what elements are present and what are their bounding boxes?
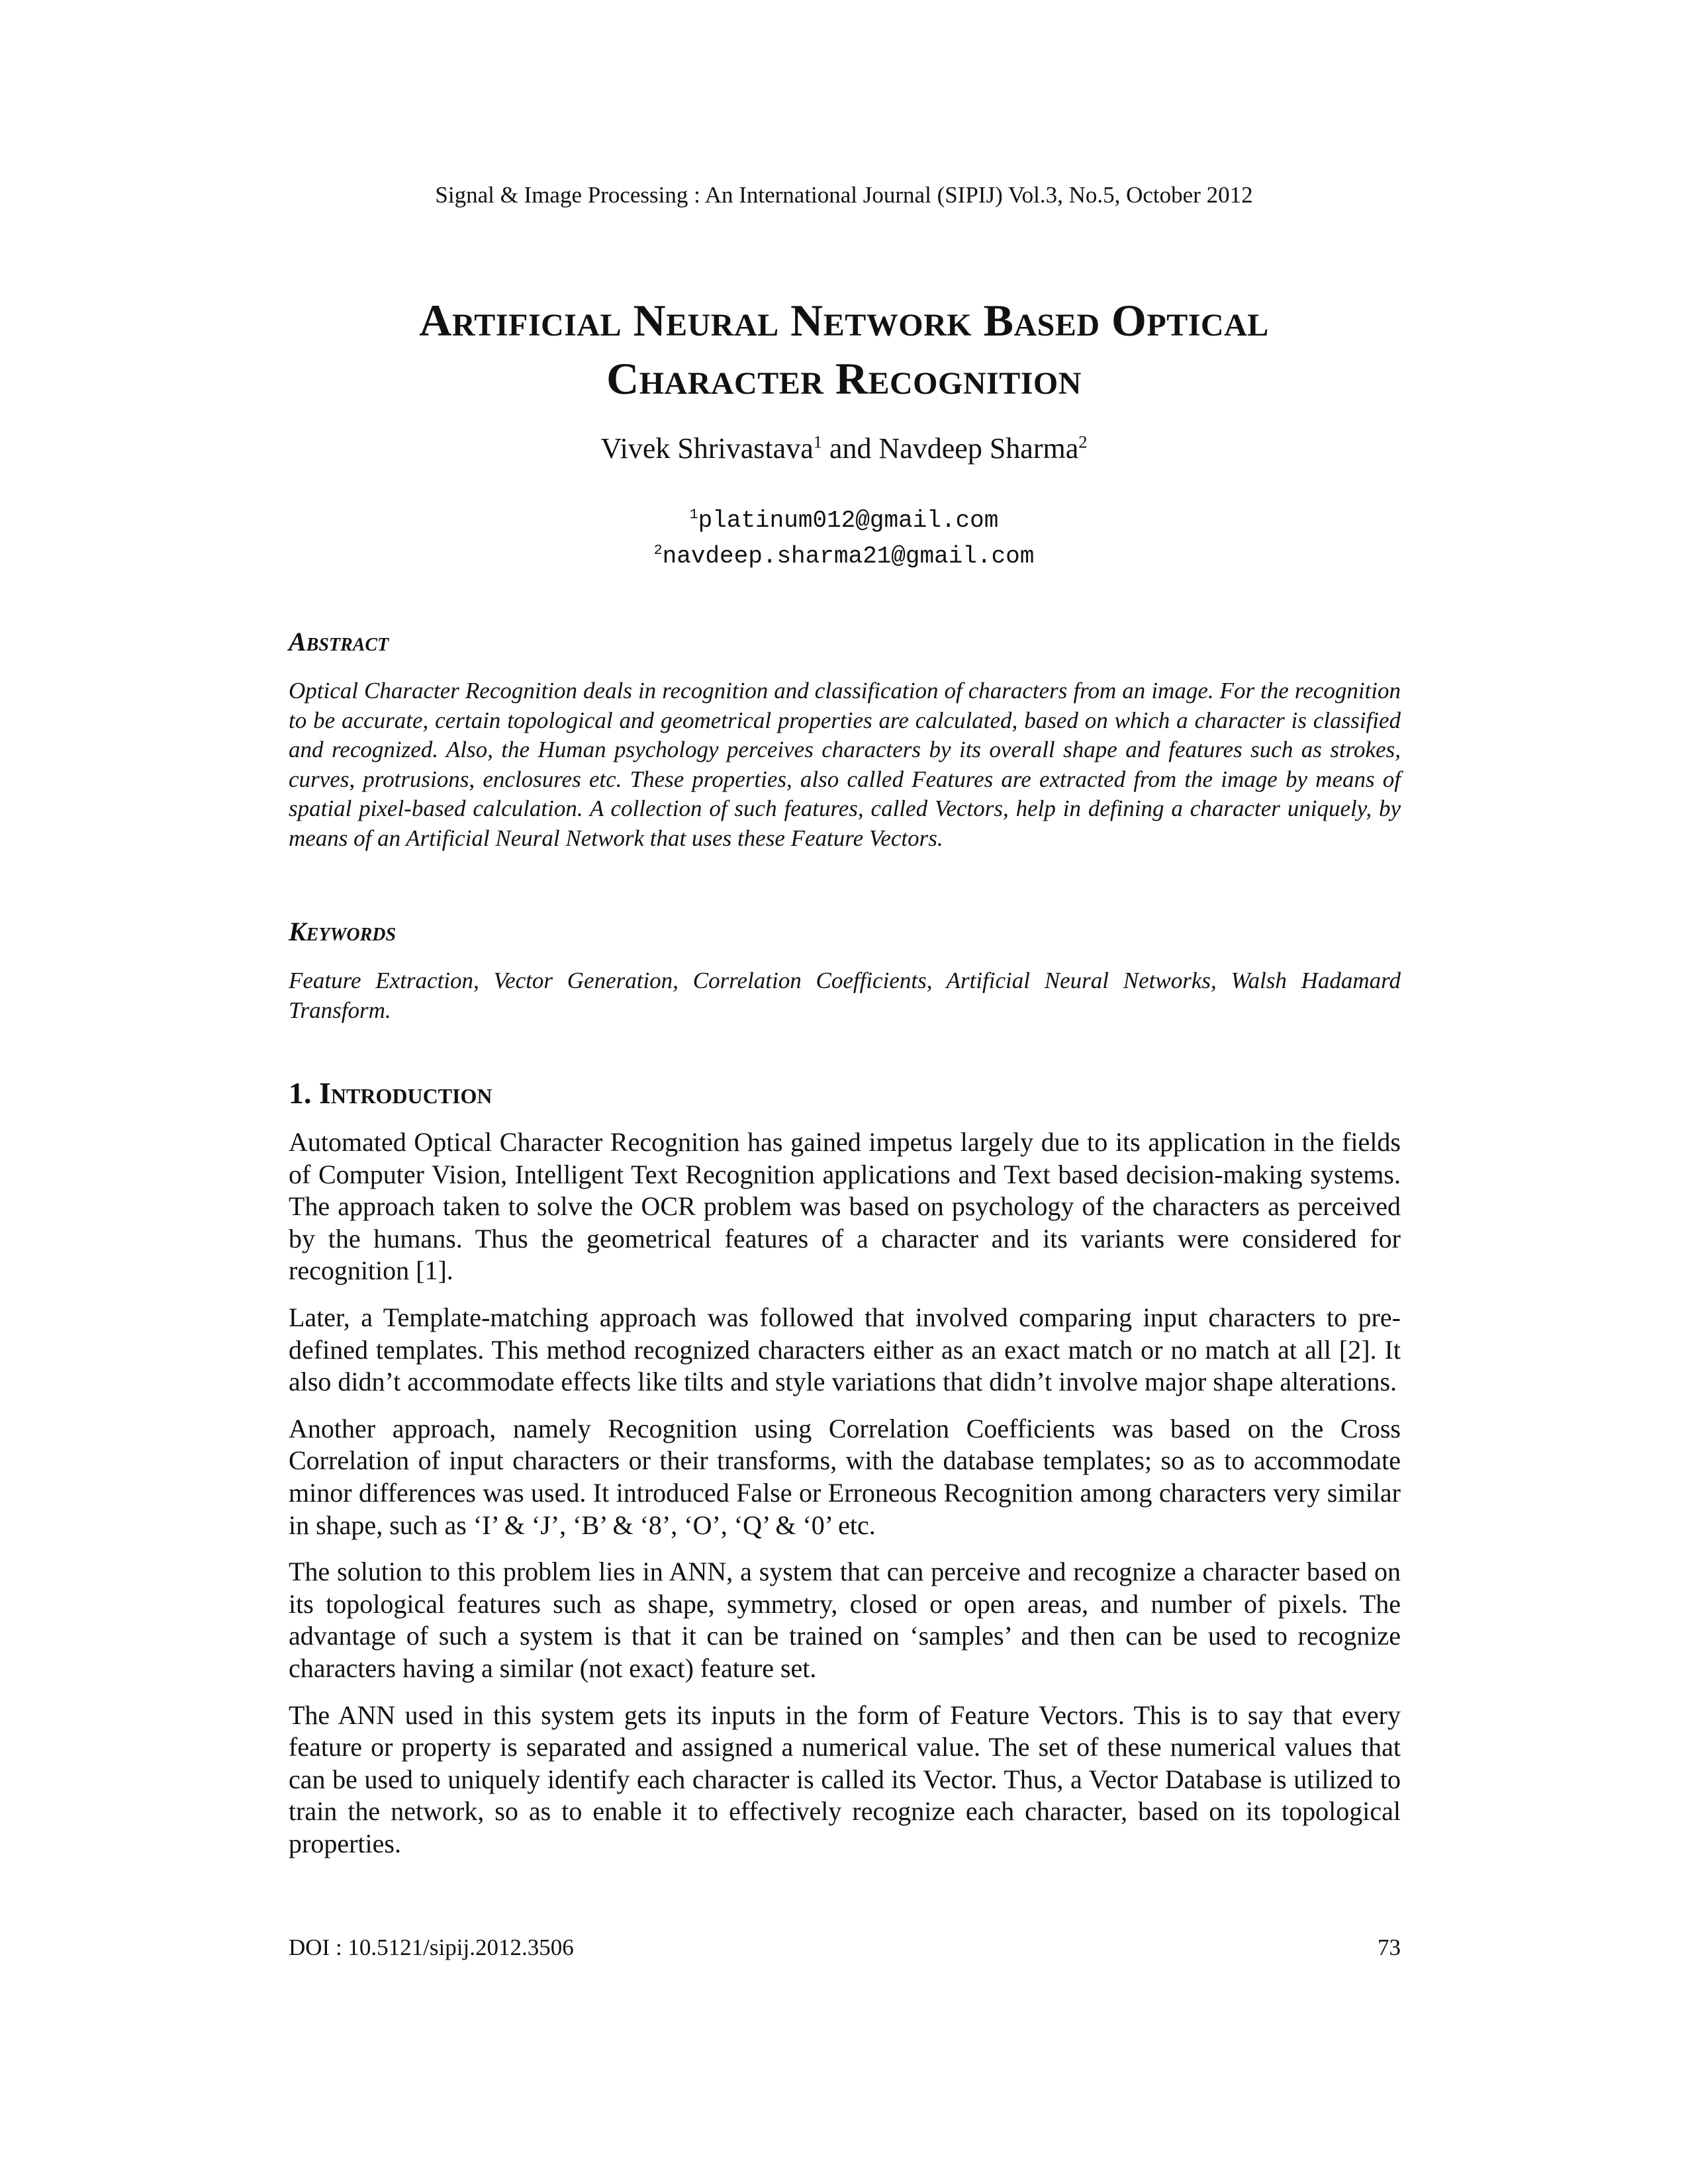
abstract-heading: Abstract [289, 627, 389, 657]
intro-paragraph-5: The ANN used in this system gets its inputs in the form of Feature Vectors. This is to say that every feature or property is separated and assigned a numerical value. The set of these numerical values that can be used to uniquely identify each character is called its Vector. Thus, a Vector Database is utilized to train the network, so as to enable it to effectively recognize each character, based on its topological properties. [289, 1700, 1401, 1858]
intro-paragraph-4: The solution to this problem lies in ANN, a system that can perceive and recognize a character based on its topological features such as shape, symmetry, closed or open areas, and number of pixels. The advantage of such a system is that it can be trained on ‘samples’ and then can be used to recognize characters having a similar (not exact) feature set. [289, 1557, 1401, 1683]
email-1-mark: 1 [689, 507, 698, 523]
title-line-2: Character Recognition [606, 353, 1082, 404]
intro-paragraph-2: Later, a Template-matching approach was followed that involved comparing input characters to pre-defined templates. This method recognized characters either as an exact match or no match at all [2]. It also didn’t accommodate effects like tilts and style variations that didn’t involve major shape alterations. [289, 1302, 1401, 1397]
author-1: Vivek Shrivastava [600, 432, 814, 465]
keywords-text: Feature Extraction, Vector Generation, Correlation Coefficients, Artificial Neural Networks, Walsh Hadamard Transform. [289, 968, 1401, 1023]
email-2[interactable]: navdeep.sharma21@gmail.com [662, 543, 1035, 570]
author-2-mark: 2 [1078, 432, 1088, 452]
running-head: Signal & Image Processing : An International Journal (SIPIJ) Vol.3, No.5, October 2012 [435, 182, 1253, 208]
author-line [0, 429, 1688, 469]
paper-title [199, 291, 1489, 408]
title-line-1: Artificial Neural Network Based Optical [419, 295, 1269, 345]
author-1-mark: 1 [813, 432, 822, 452]
author-connector: and [821, 432, 879, 465]
abstract-text: Optical Character Recognition deals in recognition and classification of characters from an image. For the recognition to be accurate, certain topological and geometrical properties are calculated, based on which a character is classified and recognized. Also, the Human psychology perceives characters by its overall shape and features such as strokes, curves, protrusions, enclosures etc. These properties, also called Features are extracted from the image by means of spatial pixel-based calculation. A collection of such features, called Vectors, help in defining a character uniquely, by means of an Artificial Neural Network that uses these Feature Vectors. [289, 678, 1401, 851]
page-number: 73 [1378, 1934, 1401, 1960]
keywords-heading: Keywords [289, 917, 397, 946]
page-footer [289, 1933, 1401, 1963]
introduction-body [289, 1126, 1401, 1874]
email-1[interactable]: platinum012@gmail.com [698, 507, 999, 534]
author-emails [0, 503, 1688, 574]
intro-paragraph-1: Automated Optical Character Recognition has gained impetus largely due to its application in the fields of Computer Vision, Intelligent Text Recognition applications and Text based decision-making systems. The approach taken to solve the OCR problem was based on psychology of the characters as perceived by the humans. Thus the geometrical features of a character and its variants were considered for recognition [1]. [289, 1127, 1401, 1286]
email-2-line [0, 539, 1688, 574]
email-2-mark: 2 [653, 543, 663, 559]
email-1-line [0, 503, 1688, 539]
introduction-heading: 1. Introduction [289, 1076, 492, 1110]
author-2: Navdeep Sharma [878, 432, 1079, 465]
doi: DOI : 10.5121/sipij.2012.3506 [289, 1934, 574, 1960]
intro-paragraph-3: Another approach, namely Recognition using Correlation Coefficients was based on the Cross Correlation of input characters or their transforms, with the database templates; so as to accommodate minor differences was used. It introduced False or Erroneous Recognition among characters very similar in shape, such as ‘I’ & ‘J’, ‘B’ & ‘8’, ‘O’, ‘Q’ & ‘0’ etc. [289, 1413, 1401, 1540]
